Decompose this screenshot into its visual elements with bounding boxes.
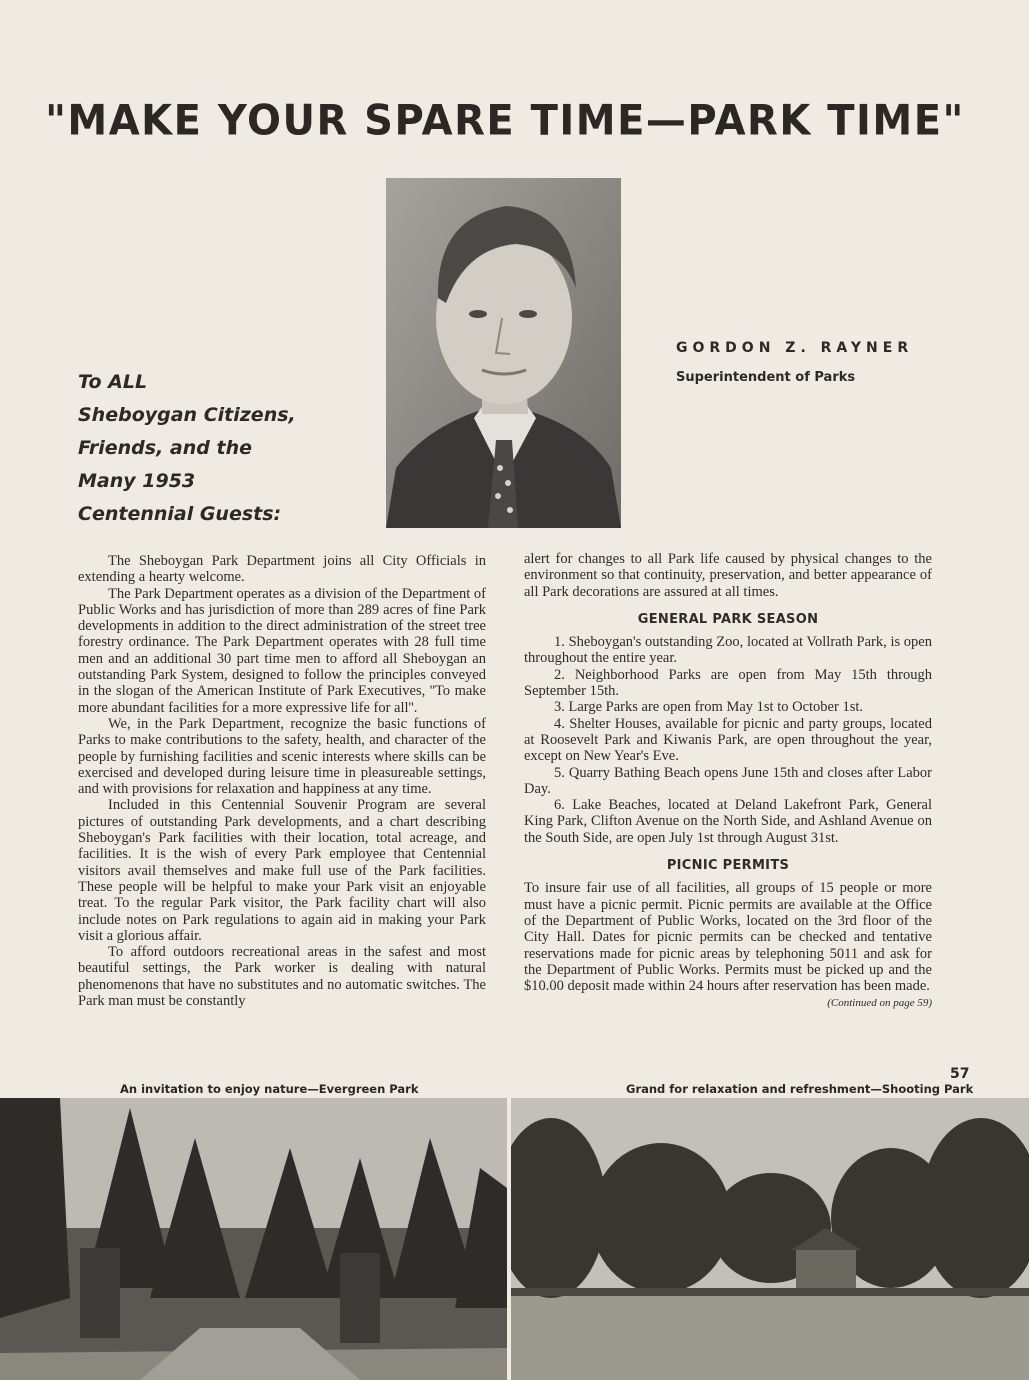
section-heading: PICNIC PERMITS <box>666 858 790 874</box>
photo-caption-right: Grand for relaxation and refreshment—Shooting Park <box>626 1082 974 1096</box>
season-item: 5. Quarry Bathing Beach opens June 15th and closes after Labor Day. <box>524 764 932 797</box>
greeting-line: Sheboygan Citizens, <box>78 404 296 426</box>
greeting-line: Centennial Guests: <box>78 503 282 525</box>
picnic-text: To insure fair use of all facilities, all groups of 15 people or more must have a picnic permit. Picnic permits are available at the Office of the Department of Public Works, located on the 3rd floor of the City Hall. Dates for picnic permits can be checked and tentative reservations made for picnic areas by telephoning 5011 and ask for the Department of Public Works. Permits must be picked up and the $10.00 deposit made within 24 hours after reservation has been made. <box>524 880 932 995</box>
greeting-line: Friends, and the <box>78 437 252 459</box>
body-paragraph: To afford outdoors recreational areas in the safest and most beautiful settings, the Park worker is dealing with natural phenomenons that have no substitutes and no automatic switches. The Park man must be constantly <box>78 944 486 1010</box>
portrait-photo <box>386 178 621 528</box>
season-item: 1. Sheboygan's outstanding Zoo, located at Vollrath Park, is open throughout the entire year. <box>524 634 932 667</box>
left-column <box>78 553 486 1009</box>
right-column <box>524 551 932 1012</box>
author-title: Superintendent of Parks <box>676 370 856 385</box>
evergreen-park-photo <box>0 1098 507 1380</box>
continued-note: (Continued on page 59) <box>827 997 932 1010</box>
page-number: 57 <box>950 1066 970 1082</box>
shooting-park-photo <box>511 1098 1029 1380</box>
body-paragraph <box>524 880 932 1010</box>
body-paragraph: The Sheboygan Park Department joins all City Officials in extending a hearty welcome. <box>78 553 486 586</box>
section-heading: GENERAL PARK SEASON <box>637 611 819 627</box>
photo-caption-left: An invitation to enjoy nature—Evergreen Park <box>120 1082 419 1096</box>
season-item: 6. Lake Beaches, located at Deland Lakefront Park, General King Park, Clifton Avenue on the North Side, and Ashland Avenue on the South Side, are open July 1st through August 31st. <box>524 797 932 846</box>
season-item: 4. Shelter Houses, available for picnic and party groups, located at Roosevelt Park and Kiwanis Park, are open throughout the year, except on New Year's Eve. <box>524 715 932 765</box>
greeting-block <box>78 366 378 531</box>
season-item: 3. Large Parks are open from May 1st to October 1st. <box>554 699 863 716</box>
author-name: GORDON Z. RAYNER <box>676 340 914 356</box>
body-paragraph: The Park Department operates as a division of the Department of Public Works and has jurisdiction of more than 289 acres of fine Park developments in addition to the direct administration of the street tree forestry ordinance. The Park Department operates with 28 full time men and an additional 30 part time men to afford all Sheboygan an outstanding Park System, designed to follow the principles conveyed in the slogan of the American Institute of Park Executives, ''To make more abundant facilities for a more expressive life for all''. <box>78 585 486 716</box>
body-paragraph: alert for changes to all Park life caused by physical changes to the environment so that continuity, preservation, and better appearance of all Park decorations are assured at all times. <box>524 551 932 600</box>
greeting-line: Many 1953 <box>78 470 196 492</box>
season-item: 2. Neighborhood Parks are open from May 15th through September 15th. <box>524 666 932 700</box>
body-paragraph: Included in this Centennial Souvenir Program are several pictures of outstanding Park developments, and a chart describing Sheboygan's Park facilities with their location, total acreage, and facilities. It is the wish of every Park employee that Centennial visitors avail themselves and make full use of the Park facilities. These people will be helpful to make your Park visit an enjoyable treat. To the regular Park visitor, the Park facility chart will also include notes on Park regulations to again aid in making your Park visit a glorious affair. <box>78 797 486 944</box>
page-headline: "MAKE YOUR SPARE TIME—PARK TIME" <box>45 96 965 146</box>
greeting-line: To ALL <box>78 371 148 393</box>
body-paragraph: We, in the Park Department, recognize the basic functions of Parks to make contributions to the safety, health, and character of the people by furnishing facilities and scenic interests where skills can be exercised and developed during leisure time in pleasureable settings, and with provisions for relaxation and happiness at any time. <box>78 715 486 798</box>
